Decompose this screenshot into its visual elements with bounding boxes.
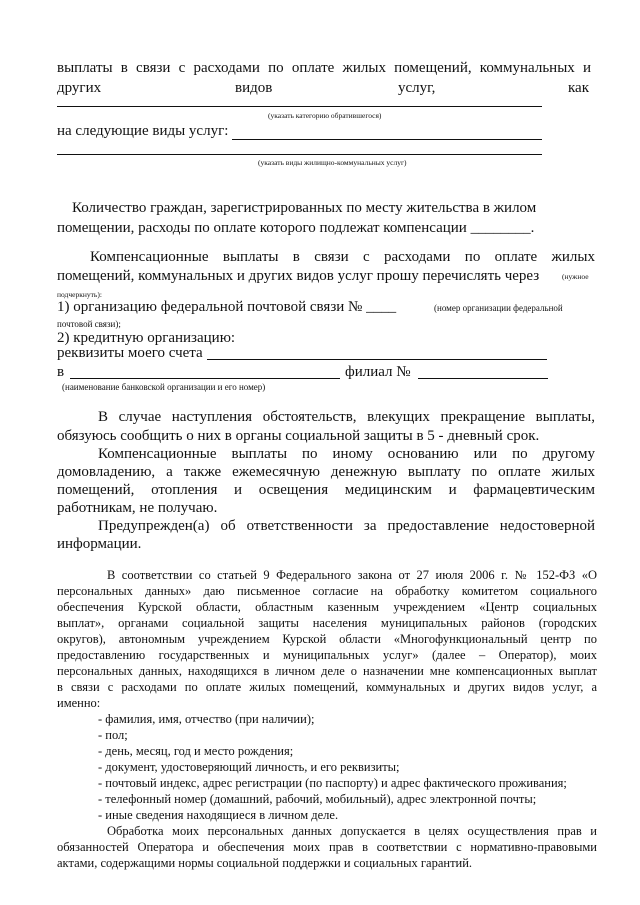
bank-caption: (наименование банковской организации и его номер)	[62, 382, 266, 392]
obligation-line-2: обязуюсь сообщить о них в органы социальной защиты в 5 - дневный срок.	[57, 428, 540, 444]
consent-line-8: в связи с расходами по оплате жилых помещений, коммунальных и других видов услуг, а	[57, 680, 597, 694]
consent-line-2: персональных данных» даю письменное согласие на обработку комитетом социального	[57, 584, 597, 598]
caption-category: (указать категорию обратившегося)	[268, 111, 382, 120]
consent-item: - пол;	[98, 728, 128, 742]
account-label: реквизиты моего счета	[57, 345, 203, 361]
warning-line-1: Предупрежден(а) об ответственности за предоставление недостоверной	[98, 518, 595, 534]
branch-label: филиал №	[345, 364, 411, 380]
services-fill-line-1[interactable]	[232, 139, 542, 140]
obligation-line-1: В случае наступления обстоятельств, влекущих прекращение выплаты,	[98, 409, 595, 425]
header-line-2-word-2: видов	[235, 80, 273, 96]
consent-closing-3: актами, содержащими нормы социальной поддержки и социальных гарантий.	[57, 856, 473, 870]
header-line-2-word-1: других	[57, 80, 102, 96]
consent-line-3: обеспечения Курской области, областным казенным учреждением «Центр социальных	[57, 600, 597, 614]
obligation-line-5: помещений, отопления и освещения медицинским и фармацевтическим	[57, 482, 595, 498]
consent-line-6: предоставлению государственных и муниципальных услуг» (далее – Оператор), моих	[57, 648, 597, 662]
obligation-line-4: домовладению, а также ежемесячную денежную выплату по оплате жилых	[57, 464, 595, 480]
consent-item: - документ, удостоверяющий личность, и его реквизиты;	[98, 760, 400, 774]
bank-fill-line[interactable]	[70, 378, 340, 379]
consent-line-5: округов), автономным учреждением Курской области «Многофункциональный центр по	[57, 632, 597, 646]
option-1-label: 1) организацию федеральной почтовой связи № ____	[57, 299, 397, 315]
services-label: на следующие виды услуг:	[57, 123, 229, 139]
header-line-2-word-3: услуг,	[398, 80, 436, 96]
obligation-line-3: Компенсационные выплаты по иному основанию или по другому	[98, 446, 595, 462]
consent-item: - иные сведения находящиеся в личном деле.	[98, 808, 339, 822]
payment-line-1: Компенсационные выплаты в связи с расходами по оплате жилых	[90, 249, 595, 265]
header-line-2-word-4: как	[568, 80, 590, 96]
consent-closing-1: Обработка моих персональных данных допускается в целях осуществления прав и	[107, 824, 597, 838]
header-line-1: выплаты в связи с расходами по оплате жилых помещений, коммунальных и	[57, 60, 591, 76]
option-1-note-b: почтовой связи);	[57, 319, 121, 329]
payment-note-a: (нужное	[562, 272, 589, 281]
services-fill-line-2[interactable]	[57, 154, 542, 155]
consent-line-4: выплат», органами социальной защиты населения муниципальных районов (городских	[57, 616, 597, 630]
consent-closing-2: обязанностей Оператора и обеспечения моих прав в соответствии с нормативно-правовыми	[57, 840, 597, 854]
consent-line-7: персональных данных, находящихся в личном деле о назначении мне компенсационных выплат	[57, 664, 597, 678]
caption-services: (указать виды жилищно-коммунальных услуг)	[258, 158, 407, 167]
account-fill-line[interactable]	[207, 359, 547, 360]
payment-note-b: подчеркнуть):	[57, 290, 102, 299]
option-2-label: 2) кредитную организацию:	[57, 330, 236, 346]
consent-item: - день, месяц, год и место рождения;	[98, 744, 294, 758]
consent-line-1: В соответствии со статьей 9 Федерального закона от 27 июля 2006 г. № 152-ФЗ «О	[107, 568, 597, 582]
payment-line-2: помещений, коммунальных и других видов услуг прошу перечислять через	[57, 268, 540, 284]
count-line-1: Количество граждан, зарегистрированных по месту жительства в жилом	[72, 200, 537, 216]
consent-line-9: именно:	[57, 696, 101, 710]
option-1-note-a: (номер организации федеральной	[434, 303, 563, 313]
obligation-line-6: работникам, не получаю.	[57, 500, 218, 516]
count-line-2: помещении, расходы по оплате которого подлежат компенсации ________.	[57, 220, 535, 236]
category-fill-line[interactable]	[57, 106, 542, 107]
warning-line-2: информации.	[57, 536, 142, 552]
consent-item: - фамилия, имя, отчество (при наличии);	[98, 712, 315, 726]
branch-fill-line[interactable]	[418, 378, 548, 379]
bank-prefix: в	[57, 364, 65, 380]
consent-item: - телефонный номер (домашний, рабочий, мобильный), адрес электронной почты;	[98, 792, 537, 806]
consent-item: - почтовый индекс, адрес регистрации (по паспорту) и адрес фактического проживания;	[98, 776, 567, 790]
